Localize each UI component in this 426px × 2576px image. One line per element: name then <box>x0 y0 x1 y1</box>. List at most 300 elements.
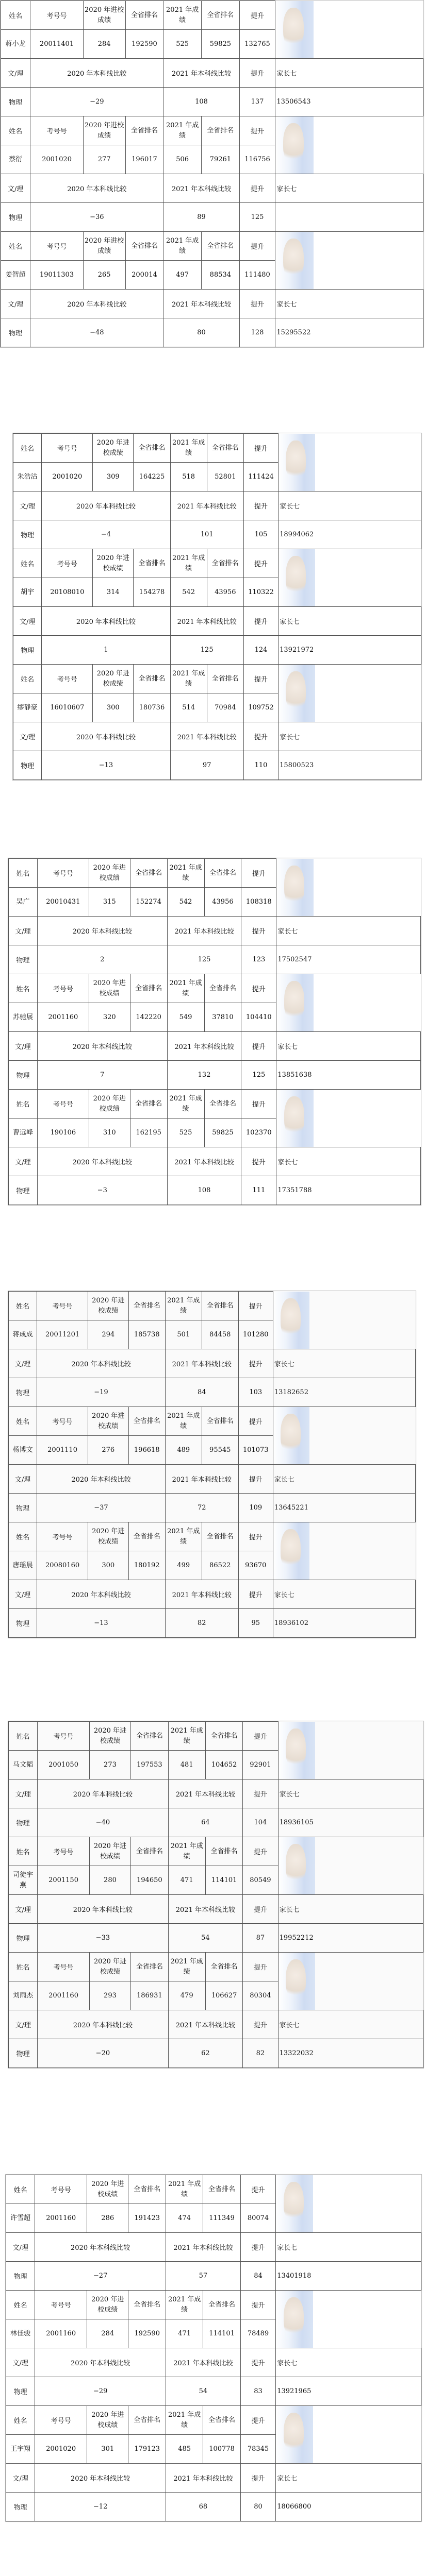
face-shape <box>284 2413 304 2453</box>
diff-2020: −20 <box>38 2039 168 2068</box>
compare-2021-header: 2021 年本科线比较 <box>163 290 239 318</box>
student-photo <box>276 859 314 917</box>
exam-number: 20080160 <box>37 1551 88 1580</box>
header-row <box>6 2406 421 2435</box>
face-shape <box>286 1844 306 1884</box>
rank-2020-header: 全省排名 <box>125 116 163 145</box>
compare-improve-header: 提升 <box>238 1349 273 1378</box>
compare-2020-header: 2020 年本科线比较 <box>35 2233 166 2262</box>
blank-cell <box>315 1953 423 2010</box>
parent-phone: 18066800 <box>276 2493 421 2521</box>
score-2020-header: 2020 年进校成绩 <box>83 232 125 261</box>
student-name: 唐瑶晨 <box>9 1551 37 1580</box>
header-row <box>9 1837 423 1866</box>
face-shape <box>283 123 304 163</box>
subject: 物理 <box>9 1808 38 1837</box>
rank-2021-header: 全省排名 <box>202 232 240 261</box>
improve-header: 提升 <box>243 1722 278 1751</box>
student-photo <box>275 1 314 59</box>
student-photo <box>275 116 314 174</box>
student-photo-image <box>278 1953 316 2010</box>
rank-2020-header: 全省排名 <box>128 2406 166 2435</box>
header-row <box>9 859 421 888</box>
diff-2021: 72 <box>165 1494 238 1522</box>
improve-header: 提升 <box>243 665 278 693</box>
rank-2020: 186931 <box>131 1981 168 2010</box>
diff-2021: 62 <box>168 2039 243 2068</box>
improve-header: 提升 <box>243 1953 278 1981</box>
rank-2020: 162195 <box>130 1118 167 1147</box>
score-2020: 309 <box>93 463 134 492</box>
diff-2021: 57 <box>166 2262 240 2291</box>
score-table <box>8 1721 423 2068</box>
rank-2020: 194650 <box>131 1866 168 1895</box>
rank-2021: 59825 <box>202 30 240 59</box>
student-name: 刘雨杰 <box>9 1981 38 2010</box>
face-shape <box>281 1529 301 1569</box>
score-table <box>1 1 423 347</box>
comparison-row <box>6 2493 421 2521</box>
rank-2020: 164225 <box>134 463 170 492</box>
student-photo-image <box>273 1522 310 1580</box>
header-row <box>1 232 423 261</box>
line-gain: 125 <box>241 1061 276 1090</box>
parent-label: 家长七 <box>278 722 421 751</box>
student-photo <box>278 1837 315 1895</box>
subject: 物理 <box>6 2493 35 2521</box>
rank-2020-header: 全省排名 <box>125 232 163 261</box>
parent-phone: 17502547 <box>276 945 421 974</box>
exam-no-header: 考号号 <box>35 2175 87 2204</box>
face-shape <box>286 671 306 711</box>
rank-improvement: 109752 <box>243 693 278 722</box>
parent-phone: 18936105 <box>278 1808 423 1837</box>
student-photo <box>273 1522 309 1580</box>
track-label: 文/理 <box>6 2348 35 2377</box>
exam-no-header: 考号号 <box>42 434 93 463</box>
score-2021-header: 2021 年成绩 <box>166 2175 203 2204</box>
blank-cell <box>315 1722 423 1780</box>
compare-2020-header: 2020 年本科线比较 <box>42 607 170 636</box>
score-2020: 320 <box>89 1003 130 1032</box>
diff-2021: 125 <box>167 945 241 974</box>
name-header: 姓名 <box>1 1 30 30</box>
face-shape <box>286 1728 306 1769</box>
comparison-row <box>9 1061 421 1090</box>
line-gain: 105 <box>243 520 278 549</box>
face-shape <box>286 556 306 596</box>
compare-2021-header: 2021 年本科线比较 <box>170 722 243 751</box>
score-2020: 300 <box>93 693 134 722</box>
comparison-row <box>9 1378 416 1407</box>
score-table <box>8 1291 416 1638</box>
score-2020: 280 <box>89 1866 130 1895</box>
rank-2021: 84458 <box>202 1320 238 1349</box>
line-gain: 110 <box>243 751 278 780</box>
student-photo <box>273 1407 309 1465</box>
blank-cell <box>314 1090 421 1147</box>
diff-2020: −3 <box>37 1176 167 1205</box>
comparison-header-row <box>13 492 421 520</box>
parent-label: 家长七 <box>275 174 423 203</box>
rank-2021-header: 全省排名 <box>202 1 240 30</box>
improve-header: 提升 <box>241 859 276 888</box>
compare-improve-header: 提升 <box>239 174 275 203</box>
blank-cell <box>313 2406 421 2464</box>
track-label: 文/理 <box>13 722 42 751</box>
exam-no-header: 考号号 <box>37 1522 88 1551</box>
score-2021: 485 <box>166 2435 203 2464</box>
compare-2020-header: 2020 年本科线比较 <box>35 2348 166 2377</box>
score-2021-header: 2021 年成绩 <box>170 549 207 578</box>
score-2020-header: 2020 年进校成绩 <box>83 116 125 145</box>
student-photo-image <box>278 434 315 492</box>
compare-2020-header: 2020 年本科线比较 <box>38 1895 168 1924</box>
parent-label: 家长七 <box>273 1580 415 1609</box>
rank-improvement: 92901 <box>243 1751 278 1780</box>
rank-2021-header: 全省排名 <box>203 2291 240 2319</box>
rank-improvement: 101280 <box>238 1320 273 1349</box>
compare-2021-header: 2021 年本科线比较 <box>165 1349 238 1378</box>
score-2020: 310 <box>89 1118 130 1147</box>
diff-2020: −4 <box>42 520 170 549</box>
student-name: 林佳骏 <box>6 2319 35 2348</box>
rank-2020-header: 全省排名 <box>134 665 170 693</box>
exam-number: 2001050 <box>38 1751 90 1780</box>
blank-cell <box>314 974 421 1032</box>
compare-improve-header: 提升 <box>241 917 276 945</box>
improve-header: 提升 <box>243 1837 278 1866</box>
rank-2021-header: 全省排名 <box>202 1292 238 1320</box>
subject: 物理 <box>9 945 38 974</box>
track-label: 文/理 <box>9 1580 37 1609</box>
rank-2020-header: 全省排名 <box>131 1722 168 1751</box>
improve-header: 提升 <box>239 116 275 145</box>
compare-improve-header: 提升 <box>239 290 275 318</box>
student-photo-image <box>278 549 315 606</box>
rank-improvement: 93670 <box>238 1551 273 1580</box>
parent-label: 家长七 <box>275 59 423 88</box>
compare-2021-header: 2021 年本科线比较 <box>170 607 243 636</box>
parent-phone: 13921965 <box>276 2377 421 2406</box>
track-label: 文/理 <box>6 2233 35 2262</box>
exam-number: 2001160 <box>37 1003 89 1032</box>
rank-2021: 104652 <box>205 1751 242 1780</box>
comparison-row <box>1 318 423 347</box>
compare-improve-header: 提升 <box>240 2464 275 2493</box>
comparison-header-row <box>9 917 421 945</box>
subject: 物理 <box>1 88 30 116</box>
name-header: 姓名 <box>1 232 30 261</box>
blank-cell <box>314 232 423 290</box>
comparison-header-row <box>13 722 421 751</box>
blank-cell <box>315 549 421 607</box>
rank-2020: 196017 <box>125 145 163 174</box>
score-2021-header: 2021 年成绩 <box>167 974 204 1003</box>
diff-2020: −29 <box>30 88 163 116</box>
compare-improve-header: 提升 <box>243 607 278 636</box>
comparison-row <box>9 1494 416 1522</box>
rank-2021-header: 全省排名 <box>203 2175 240 2204</box>
parent-phone: 15800523 <box>278 751 421 780</box>
track-label: 文/理 <box>9 1895 38 1924</box>
score-2021: 497 <box>163 261 202 290</box>
score-2020: 265 <box>83 261 125 290</box>
name-header: 姓名 <box>6 2291 35 2319</box>
name-header: 姓名 <box>13 434 42 463</box>
face-shape <box>281 1298 301 1338</box>
rank-2021-header: 全省排名 <box>205 1953 242 1981</box>
header-row <box>6 2175 421 2204</box>
improve-header: 提升 <box>238 1522 273 1551</box>
rank-improvement: 104410 <box>241 1003 276 1032</box>
rank-2021-header: 全省排名 <box>205 1722 242 1751</box>
improve-header: 提升 <box>238 1292 273 1320</box>
compare-2021-header: 2021 年本科线比较 <box>165 1580 238 1609</box>
subject: 物理 <box>6 2262 35 2291</box>
comparison-row <box>1 88 423 116</box>
compare-improve-header: 提升 <box>238 1465 273 1494</box>
improve-header: 提升 <box>241 1090 276 1118</box>
improve-header: 提升 <box>240 2406 275 2435</box>
header-row <box>1 116 423 145</box>
exam-number: 2001150 <box>38 1866 90 1895</box>
diff-2020: −48 <box>30 318 163 347</box>
compare-improve-header: 提升 <box>239 59 275 88</box>
exam-no-header: 考号号 <box>35 2291 87 2319</box>
compare-2020-header: 2020 年本科线比较 <box>37 1349 166 1378</box>
diff-2021: 54 <box>166 2377 240 2406</box>
student-photo-image <box>275 116 313 174</box>
face-shape <box>284 866 304 906</box>
header-row <box>13 434 421 463</box>
parent-label: 家长七 <box>278 492 421 520</box>
student-photo <box>276 2406 313 2464</box>
score-2020-header: 2020 年进校成绩 <box>83 1 125 30</box>
rank-2021-header: 全省排名 <box>202 1407 238 1436</box>
compare-2020-header: 2020 年本科线比较 <box>30 290 163 318</box>
exam-no-header: 考号号 <box>38 1722 90 1751</box>
student-card <box>8 1291 416 1638</box>
line-gain: 109 <box>238 1494 273 1522</box>
score-2021-header: 2021 年成绩 <box>168 1953 205 1981</box>
student-name: 司徒宇燕 <box>9 1866 38 1895</box>
student-name: 姜智超 <box>1 261 30 290</box>
exam-no-header: 考号号 <box>37 859 89 888</box>
score-2020-header: 2020 年进校成绩 <box>89 1837 130 1866</box>
score-2020: 276 <box>88 1436 128 1465</box>
subject: 物理 <box>9 1924 38 1953</box>
rank-2020-header: 全省排名 <box>128 1522 165 1551</box>
name-header: 姓名 <box>9 1407 37 1436</box>
name-header: 姓名 <box>6 2175 35 2204</box>
blank-cell <box>309 1522 415 1580</box>
header-row <box>9 1953 423 1981</box>
student-photo-image <box>275 1 313 59</box>
student-photo-image <box>278 1837 316 1894</box>
blank-cell <box>313 2175 421 2233</box>
subject: 物理 <box>9 1609 37 1638</box>
score-2020: 293 <box>89 1981 130 2010</box>
subject: 物理 <box>1 318 30 347</box>
rank-2021: 111349 <box>203 2204 240 2233</box>
diff-2020: −13 <box>37 1609 166 1638</box>
parent-phone: 18936102 <box>273 1609 415 1638</box>
face-shape <box>283 8 304 48</box>
track-label: 文/理 <box>1 59 30 88</box>
student-photo <box>278 1722 315 1780</box>
score-2021-header: 2021 年成绩 <box>168 1837 205 1866</box>
exam-number: 20011401 <box>30 30 83 59</box>
exam-no-header: 考号号 <box>42 549 93 578</box>
exam-no-header: 考号号 <box>30 1 83 30</box>
rank-2021: 43956 <box>207 578 243 607</box>
score-2021: 489 <box>165 1436 202 1465</box>
parent-phone <box>275 203 423 232</box>
diff-2021: 97 <box>170 751 243 780</box>
rank-2021: 106627 <box>205 1981 242 2010</box>
track-label: 文/理 <box>13 492 42 520</box>
student-photo <box>276 974 314 1032</box>
rank-improvement: 110322 <box>243 578 278 607</box>
improve-header: 提升 <box>243 434 278 463</box>
student-photo-image <box>278 665 315 722</box>
blank-cell <box>315 434 421 492</box>
line-gain: 95 <box>238 1609 273 1638</box>
comparison-header-row <box>9 1780 423 1808</box>
score-2020: 273 <box>89 1751 130 1780</box>
track-label: 文/理 <box>6 2464 35 2493</box>
subject: 物理 <box>9 1494 37 1522</box>
header-row <box>6 2291 421 2319</box>
rank-2021: 95545 <box>202 1436 238 1465</box>
compare-improve-header: 提升 <box>241 1032 276 1061</box>
line-gain: 124 <box>243 636 278 665</box>
exam-no-header: 考号号 <box>30 232 83 261</box>
comparison-header-row <box>6 2348 421 2377</box>
student-photo-image <box>276 2406 313 2463</box>
blank-cell <box>314 116 423 174</box>
rank-improvement: 132765 <box>239 30 275 59</box>
compare-2021-header: 2021 年本科线比较 <box>168 1895 243 1924</box>
subject: 物理 <box>6 2377 35 2406</box>
compare-2020-header: 2020 年本科线比较 <box>30 174 163 203</box>
student-photo <box>278 434 315 492</box>
diff-2021: 101 <box>170 520 243 549</box>
student-card <box>8 1721 424 2069</box>
score-2020: 294 <box>88 1320 128 1349</box>
rank-2020: 142220 <box>130 1003 167 1032</box>
student-photo <box>275 232 314 290</box>
comparison-header-row <box>6 2233 421 2262</box>
track-label: 文/理 <box>9 1349 37 1378</box>
student-card <box>8 858 421 1206</box>
compare-2020-header: 2020 年本科线比较 <box>42 722 170 751</box>
compare-improve-header: 提升 <box>243 492 278 520</box>
improve-header: 提升 <box>240 2291 275 2319</box>
diff-2021: 68 <box>166 2493 240 2521</box>
name-header: 姓名 <box>9 1953 38 1981</box>
score-2021-header: 2021 年成绩 <box>163 232 202 261</box>
rank-2021: 86522 <box>202 1551 238 1580</box>
student-name: 马文韬 <box>9 1751 38 1780</box>
score-2020-header: 2020 年进校成绩 <box>93 434 134 463</box>
diff-2020: 1 <box>42 636 170 665</box>
comparison-row <box>9 1924 423 1953</box>
parent-label: 家长七 <box>276 2464 421 2493</box>
student-name: 缪静豪 <box>13 693 42 722</box>
score-table <box>8 858 421 1205</box>
rank-improvement: 78489 <box>240 2319 275 2348</box>
comparison-header-row <box>9 1580 416 1609</box>
diff-2020: −37 <box>37 1494 166 1522</box>
rank-2021: 79261 <box>202 145 240 174</box>
student-photo <box>276 2175 313 2233</box>
compare-improve-header: 提升 <box>241 1147 276 1176</box>
improve-header: 提升 <box>241 974 276 1003</box>
rank-2021: 37810 <box>204 1003 241 1032</box>
parent-phone: 13851638 <box>276 1061 421 1090</box>
name-header: 姓名 <box>9 1090 38 1118</box>
score-2021: 481 <box>168 1751 205 1780</box>
student-photo-image <box>276 1090 313 1147</box>
subject: 物理 <box>13 636 42 665</box>
compare-2020-header: 2020 年本科线比较 <box>37 917 167 945</box>
diff-2021: 108 <box>163 88 239 116</box>
student-name: 吴广 <box>9 888 38 917</box>
comparison-header-row <box>13 607 421 636</box>
compare-2020-header: 2020 年本科线比较 <box>37 1147 167 1176</box>
name-header: 姓名 <box>9 974 38 1003</box>
compare-improve-header: 提升 <box>243 1895 278 1924</box>
line-gain: 111 <box>241 1176 276 1205</box>
score-2020-header: 2020 年进校成绩 <box>87 2175 128 2204</box>
score-table <box>13 433 421 780</box>
parent-phone: 19952212 <box>278 1924 423 1953</box>
score-2021: 474 <box>166 2204 203 2233</box>
score-2021: 525 <box>163 30 202 59</box>
header-row <box>1 1 423 30</box>
header-row <box>9 1292 416 1320</box>
line-gain: 128 <box>239 318 275 347</box>
diff-2020: 7 <box>37 1061 167 1090</box>
score-2021-header: 2021 年成绩 <box>165 1407 202 1436</box>
comparison-row <box>9 1176 421 1205</box>
student-photo <box>278 549 315 607</box>
exam-number: 190106 <box>37 1118 89 1147</box>
comparison-row <box>13 636 421 665</box>
name-header: 姓名 <box>13 665 42 693</box>
track-label: 文/理 <box>9 2010 38 2039</box>
improve-header: 提升 <box>243 549 278 578</box>
diff-2020: −27 <box>35 2262 166 2291</box>
diff-2021: 80 <box>163 318 239 347</box>
rank-2021-header: 全省排名 <box>207 665 243 693</box>
rank-2020-header: 全省排名 <box>128 2175 166 2204</box>
parent-phone: 13182652 <box>273 1378 415 1407</box>
score-2020-header: 2020 年进校成绩 <box>89 1722 130 1751</box>
comparison-row <box>13 520 421 549</box>
comparison-header-row <box>9 1147 421 1176</box>
parent-phone: 13322032 <box>278 2039 423 2068</box>
compare-2020-header: 2020 年本科线比较 <box>37 1032 167 1061</box>
subject: 物理 <box>13 520 42 549</box>
score-2021-header: 2021 年成绩 <box>165 1522 202 1551</box>
parent-phone: 18994062 <box>278 520 421 549</box>
blank-cell <box>313 2291 421 2348</box>
comparison-row <box>6 2377 421 2406</box>
score-2020: 315 <box>89 888 130 917</box>
